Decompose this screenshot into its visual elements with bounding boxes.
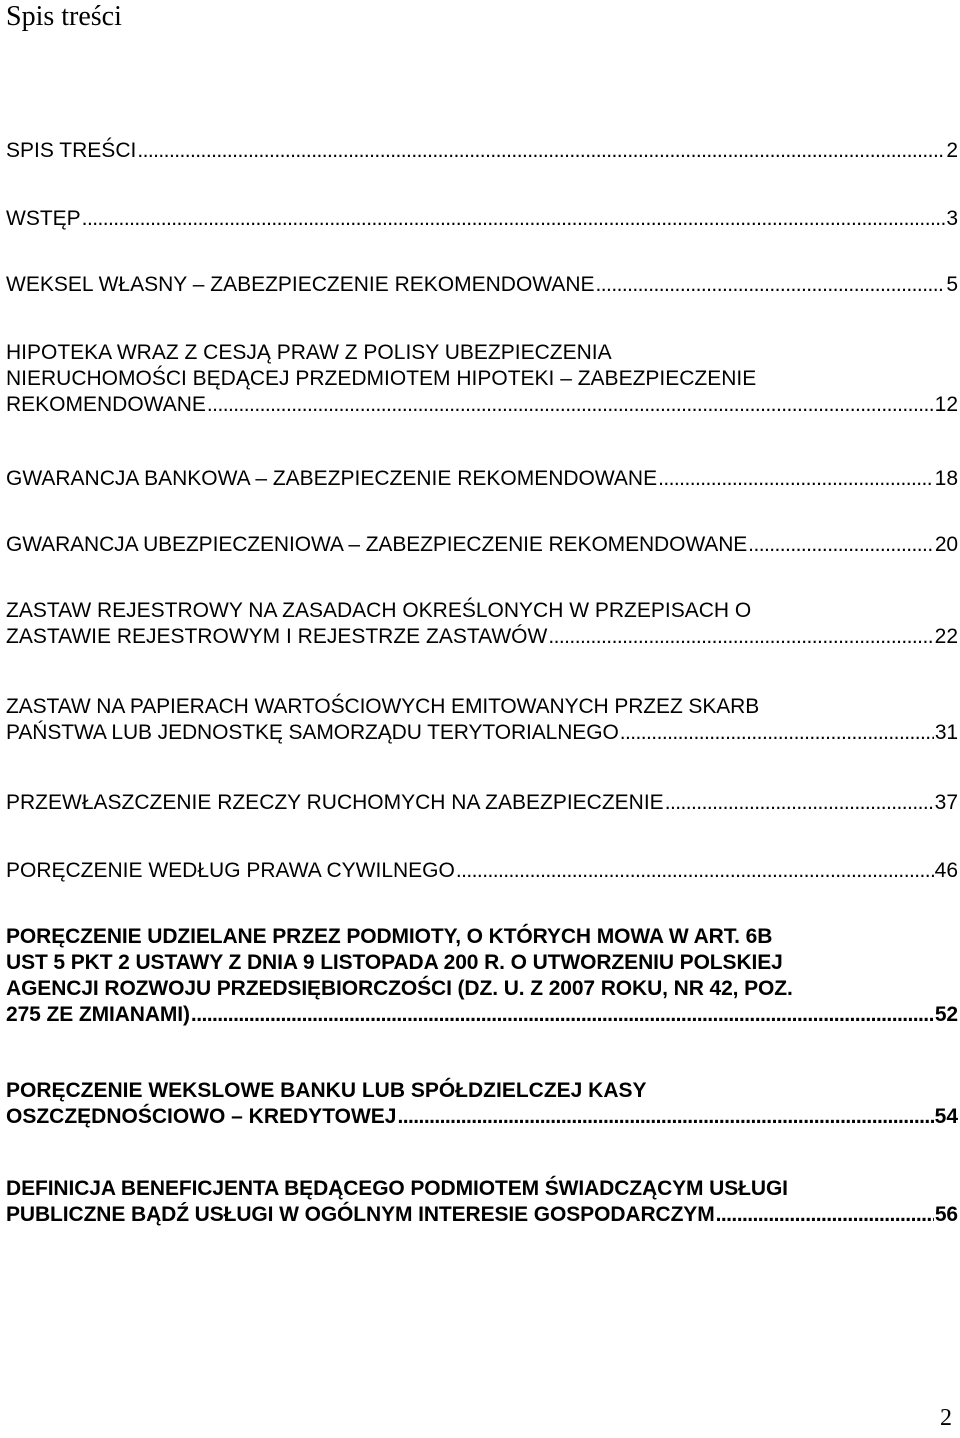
toc-entry-title: SPIS TREŚCI <box>6 139 137 162</box>
toc-entry-zastaw-papiery[interactable] <box>6 694 958 746</box>
toc-entry-line <box>6 532 958 558</box>
toc-entry-poreczenie-cywilne[interactable] <box>6 858 958 884</box>
toc-entry-title: GWARANCJA BANKOWA – ZABEZPIECZENIE REKOMENDOWANE <box>6 467 658 490</box>
toc-entry-page: 3 <box>946 207 958 230</box>
toc-entry-wstep[interactable] <box>6 206 958 232</box>
toc-entry-definicja-beneficjenta[interactable] <box>6 1176 958 1228</box>
toc-entry-line <box>6 624 958 650</box>
toc-entry-title: PUBLICZNE BĄDŹ USŁUGI W OGÓLNYM INTERESIE GOSPODARCZYM <box>6 1203 715 1226</box>
toc-entry-page: 37 <box>934 791 958 814</box>
toc-entry-page: 31 <box>934 721 958 744</box>
toc-entry-page: 12 <box>934 393 958 416</box>
toc-entry-gwarancja-ubezpieczeniowa[interactable] <box>6 532 958 558</box>
toc-leader-dots <box>548 624 933 650</box>
toc-entry-line <box>6 206 958 232</box>
toc-entry-page: 56 <box>934 1203 958 1226</box>
toc-leader-dots <box>658 466 934 492</box>
toc-entry-title-line: UST 5 PKT 2 USTAWY Z DNIA 9 LISTOPADA 200 R. O UTWORZENIU POLSKIEJ <box>6 951 783 974</box>
toc-entry-title-line: PORĘCZENIE WEKSLOWE BANKU LUB SPÓŁDZIELCZEJ KASY <box>6 1079 647 1102</box>
toc-leader-dots <box>665 790 934 816</box>
toc-entry-title-line: ZASTAW REJESTROWY NA ZASADACH OKREŚLONYCH W PRZEPISACH O <box>6 599 752 622</box>
toc-entry-poreczenie-podmioty[interactable] <box>6 924 958 1028</box>
toc-entry-hipoteka[interactable] <box>6 340 958 418</box>
toc-entry-page: 52 <box>934 1003 958 1026</box>
toc-entry-title: GWARANCJA UBEZPIECZENIOWA – ZABEZPIECZENIE REKOMENDOWANE <box>6 533 748 556</box>
toc-entry-line <box>6 392 958 418</box>
toc-leader-dots <box>397 1104 933 1130</box>
toc-entry-line <box>6 466 958 492</box>
toc-entry-poreczenie-wekslowe[interactable] <box>6 1078 958 1130</box>
toc-entry-line <box>6 1104 958 1130</box>
toc-leader-dots <box>82 206 946 232</box>
toc-entry-page: 5 <box>946 273 958 296</box>
toc-entry-title: 275 ZE ZMIANAMI) <box>6 1003 190 1026</box>
toc-entry-gwarancja-bankowa[interactable] <box>6 466 958 492</box>
toc-leader-dots <box>748 532 934 558</box>
toc-entry-page: 18 <box>934 467 958 490</box>
toc-entry-title-line: NIERUCHOMOŚCI BĘDĄCEJ PRZEDMIOTEM HIPOTEKI – ZABEZPIECZENIE <box>6 367 757 390</box>
toc-entry-page: 46 <box>934 859 958 882</box>
toc-entry-title: WEKSEL WŁASNY – ZABEZPIECZENIE REKOMENDOWANE <box>6 273 595 296</box>
page-heading: Spis treści <box>6 1 122 32</box>
toc-entry-title: ZASTAWIE REJESTROWYM I REJESTRZE ZASTAWÓW <box>6 625 548 648</box>
toc-leader-dots <box>207 392 934 418</box>
toc-leader-dots <box>716 1202 934 1228</box>
toc-leader-dots <box>191 1002 934 1028</box>
toc-entry-weksel[interactable] <box>6 272 958 298</box>
toc-entry-title: REKOMENDOWANE <box>6 393 206 416</box>
toc-entry-page: 54 <box>934 1105 958 1128</box>
toc-entry-line <box>6 1202 958 1228</box>
toc-entry-line <box>6 272 958 298</box>
toc-leader-dots <box>456 858 934 884</box>
toc-entry-page: 22 <box>934 625 958 648</box>
toc-entry-line <box>6 1002 958 1028</box>
page-number: 2 <box>940 1405 952 1431</box>
toc-leader-dots <box>137 138 945 164</box>
toc-entry-przewlaszczenie[interactable] <box>6 790 958 816</box>
toc-entry-title: PAŃSTWA LUB JEDNOSTKĘ SAMORZĄDU TERYTORIALNEGO <box>6 721 619 744</box>
toc-leader-dots <box>620 720 934 746</box>
toc-entry-title: OSZCZĘDNOŚCIOWO – KREDYTOWEJ <box>6 1105 397 1128</box>
toc-leader-dots <box>596 272 946 298</box>
toc-entry-title-line: ZASTAW NA PAPIERACH WARTOŚCIOWYCH EMITOWANYCH PRZEZ SKARB <box>6 695 760 718</box>
toc-entry-line <box>6 138 958 164</box>
toc-entry-line <box>6 790 958 816</box>
toc-entry-title-line: AGENCJI ROZWOJU PRZEDSIĘBIORCZOŚCI (DZ. U. Z 2007 ROKU, NR 42, POZ. <box>6 977 793 1000</box>
toc-entry-title-line: PORĘCZENIE UDZIELANE PRZEZ PODMIOTY, O KTÓRYCH MOWA W ART. 6B <box>6 925 773 948</box>
toc-entry-title: PRZEWŁASZCZENIE RZECZY RUCHOMYCH NA ZABEZPIECZENIE <box>6 791 664 814</box>
toc-entry-page: 2 <box>946 139 958 162</box>
toc-entry-title: PORĘCZENIE WEDŁUG PRAWA CYWILNEGO <box>6 859 455 882</box>
toc-entry-page: 20 <box>934 533 958 556</box>
toc-entry-title: WSTĘP <box>6 207 81 230</box>
toc-entry-title-line: DEFINICJA BENEFICJENTA BĘDĄCEGO PODMIOTEM ŚWIADCZĄCYM USŁUGI <box>6 1177 788 1200</box>
toc-entry-title-line: HIPOTEKA WRAZ Z CESJĄ PRAW Z POLISY UBEZPIECZENIA <box>6 341 612 364</box>
toc-entry-line <box>6 720 958 746</box>
toc-entry-zastaw-rejestrowy[interactable] <box>6 598 958 650</box>
toc-entry-line <box>6 858 958 884</box>
toc-entry-spis-tresci[interactable] <box>6 138 958 164</box>
